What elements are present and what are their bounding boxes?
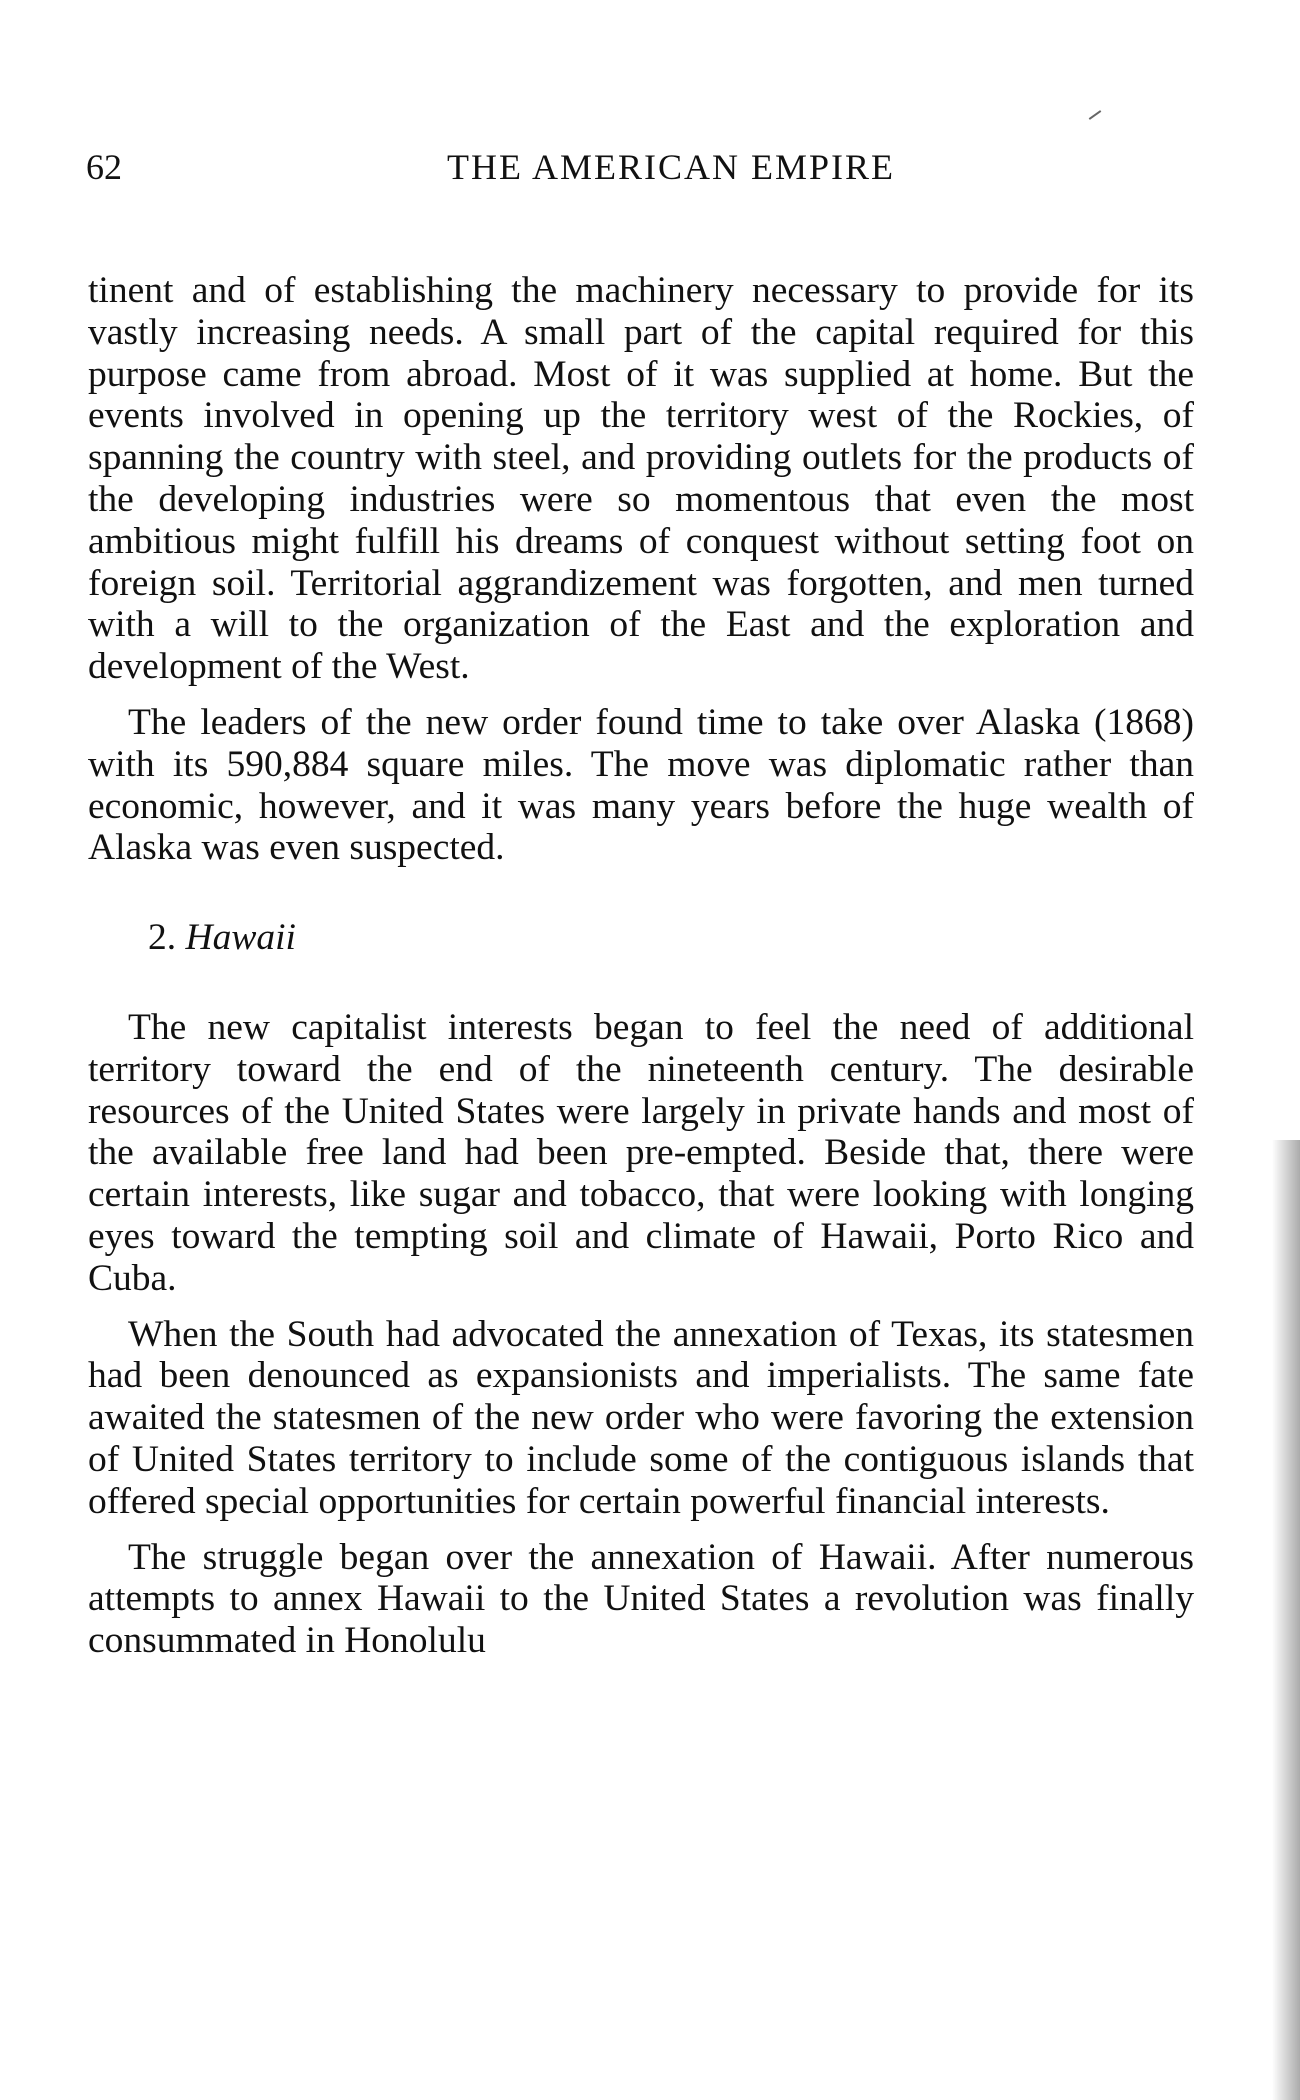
section-number: 2.	[148, 917, 177, 959]
body-text	[88, 270, 1194, 1662]
paragraph-texas-annexation: When the South had advocated the annexation of Texas, its statesmen had been denounced as expansionists and imperialists. The same fate awaited the statesmen of the new order who were favoring the extension of United States territory to include some of the contiguous islands that offered special opportunities for certain powerful financial interests.	[88, 1313, 1194, 1522]
section-title: Hawaii	[185, 917, 296, 959]
running-title: THE AMERICAN EMPIRE	[446, 147, 895, 187]
paragraph-continued: tinent and of establishing the machinery necessary to provide for its vastly increasing needs. A small part of the capital required for this purpose came from abroad. Most of it was supplied at home. But the events involved in opening up the territory west of the Rockies, of spanning the country with steel, and providing outlets for the products of the developing industries were so momentous that even the most ambitious might fulfill his dreams of conquest without setting foot on foreign soil. Territorial aggrandizement was forgotten, and men turned with a will to the organization of the East and the exploration and development of the West.	[88, 270, 1194, 688]
paragraph-alaska: The leaders of the new order found time to take over Alaska (1868) with its 590,884 square miles. The move was diplomatic rather than economic, however, and it was many years before the huge wealth of Alaska was even suspected.	[88, 701, 1194, 869]
page-edge-shadow	[1272, 1140, 1300, 2100]
section-heading	[88, 917, 1194, 959]
paragraph-capitalist-interests: The new capitalist interests began to feel the need of additional territory toward the end of the nineteenth century. The desirable resources of the United States were largely in private hands and most of the available free land had been pre-empted. Beside that, there were certain interests, like sugar and tobacco, that were looking with longing eyes toward the tempting soil and climate of Hawaii, Porto Rico and Cuba.	[88, 1006, 1194, 1299]
page-number: 62	[86, 147, 122, 187]
pencil-mark	[1089, 110, 1102, 120]
paragraph-hawaii-struggle: The struggle began over the annexation of Hawaii. After numerous attempts to annex Hawaii to the United States a revolution was finally consummated in Honolulu	[88, 1536, 1194, 1662]
page-header	[86, 146, 1196, 196]
